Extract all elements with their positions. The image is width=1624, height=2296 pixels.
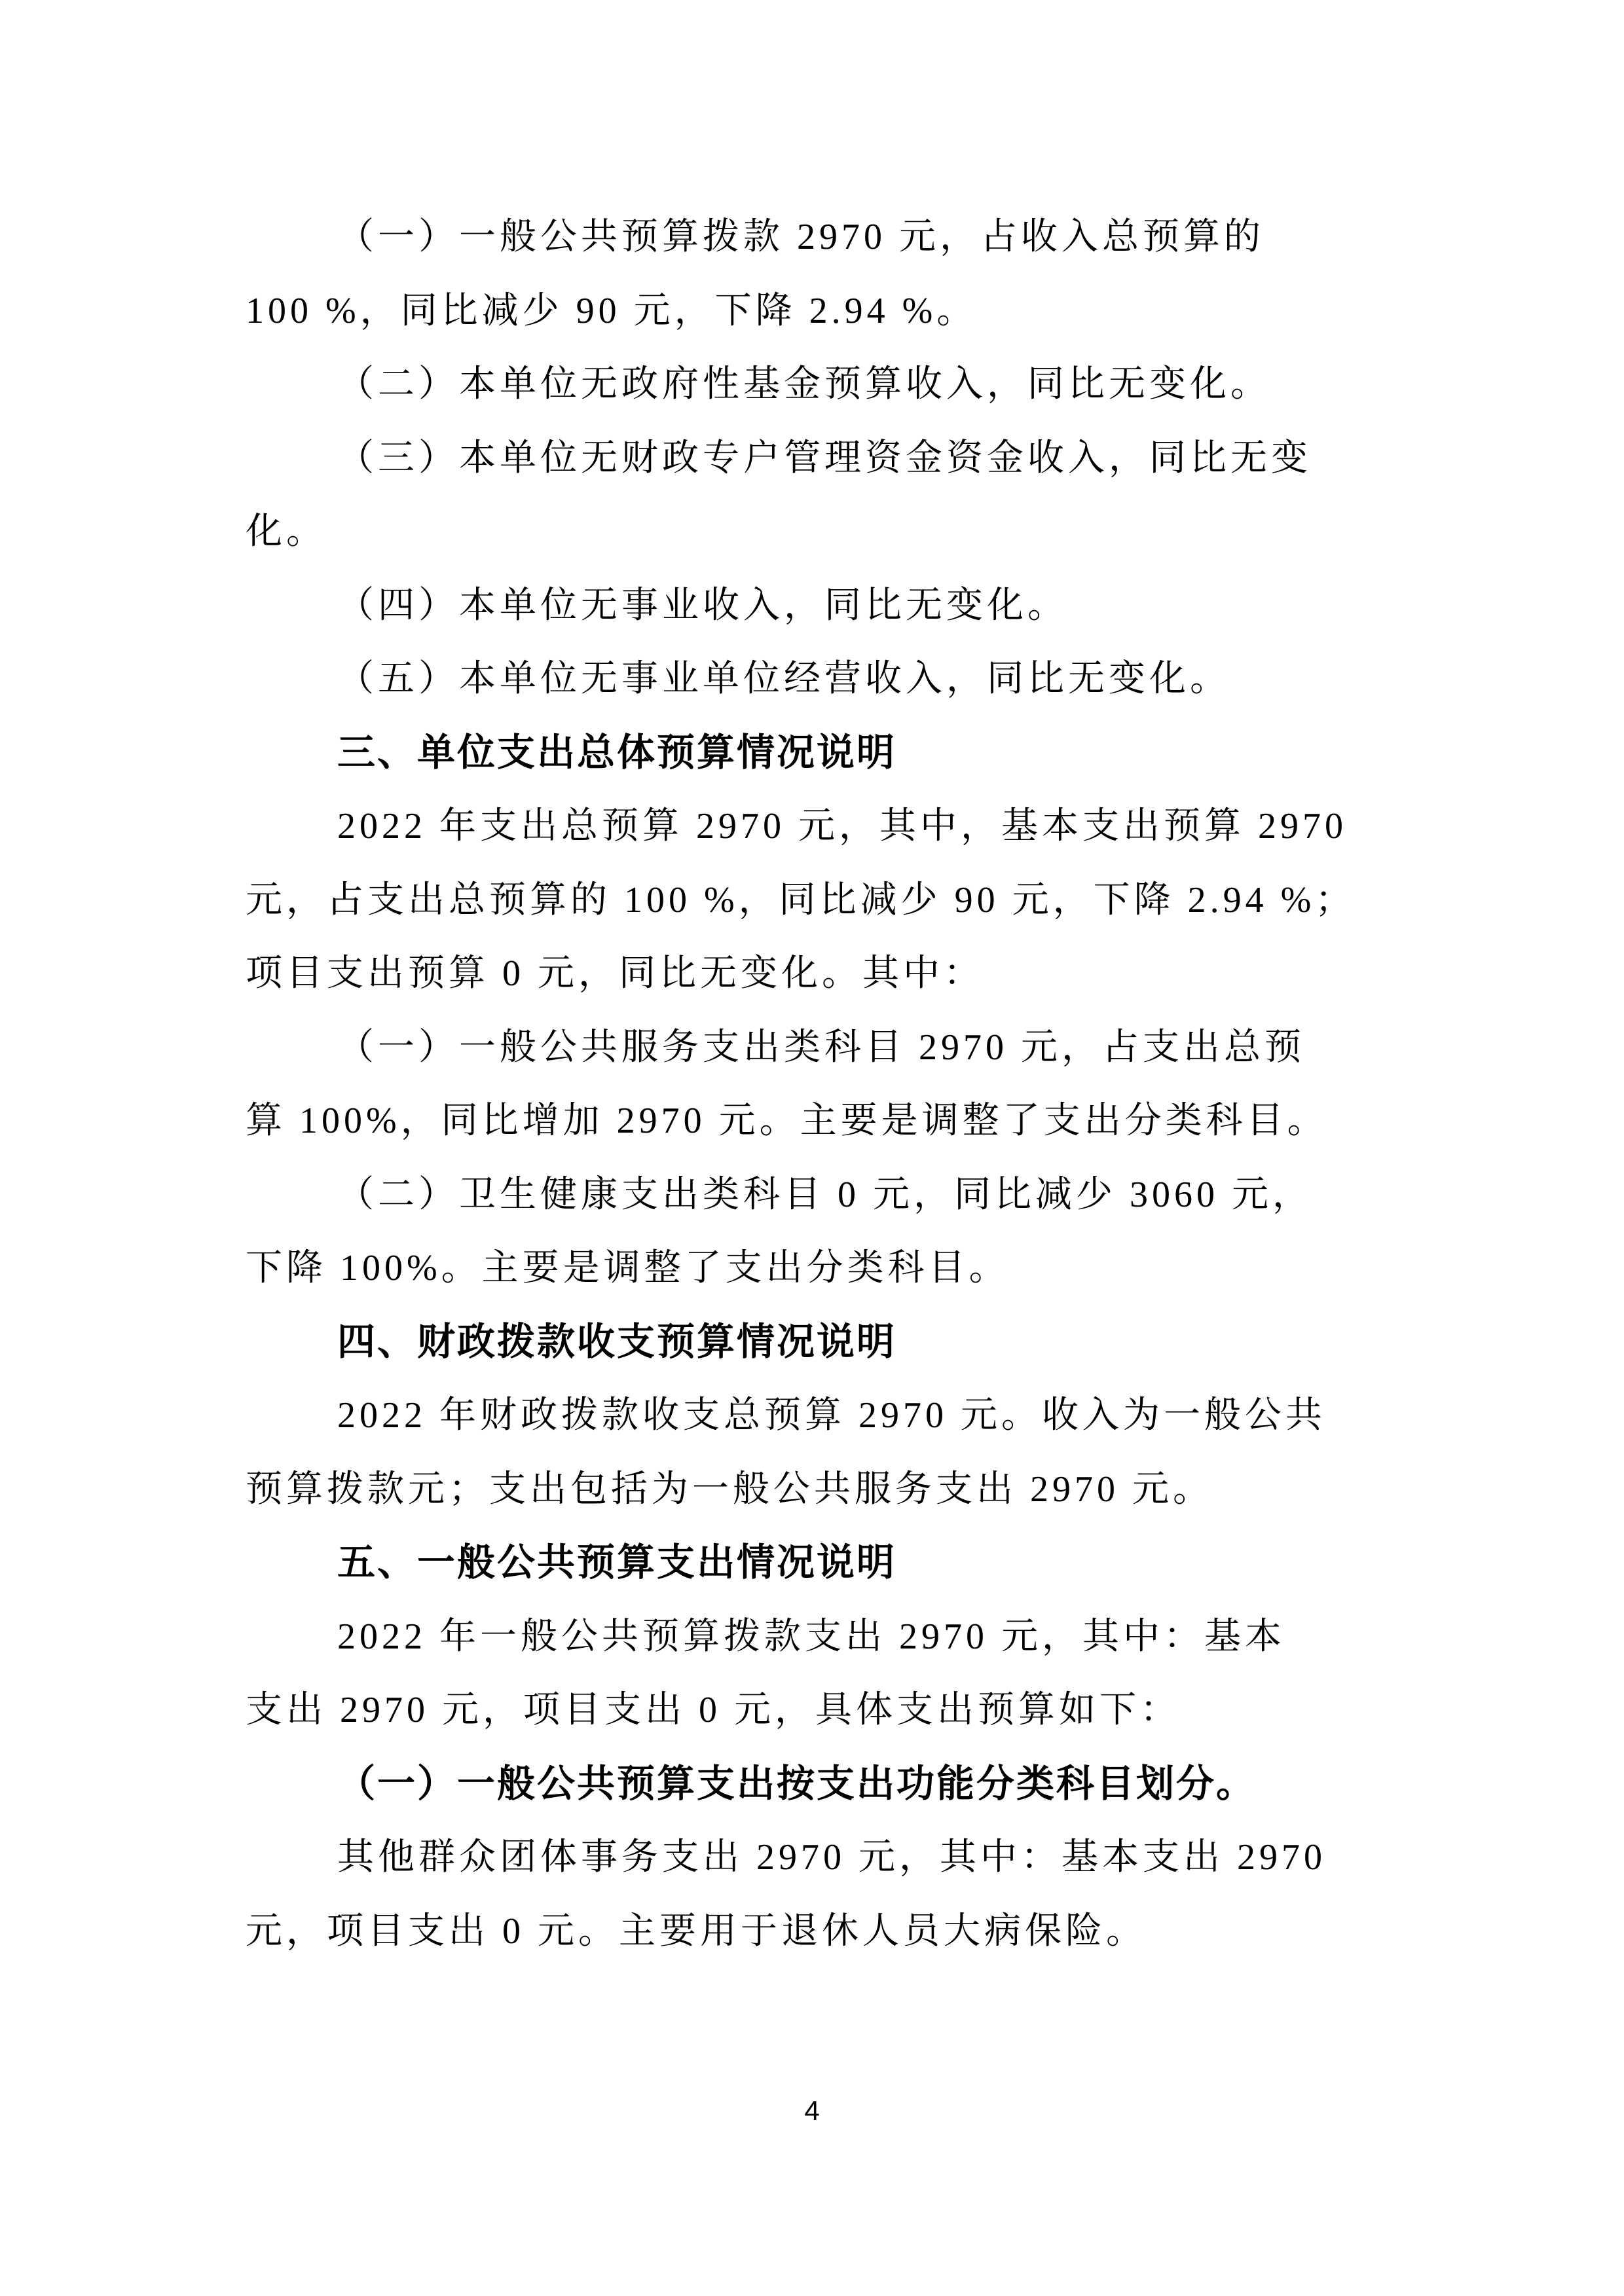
text-line: 其他群众团体事务支出 2970 元，其中：基本支出 2970 — [337, 1837, 1326, 1878]
text-line: 化。 — [246, 511, 327, 552]
document-body — [246, 200, 1378, 1968]
text-line: （五）本单位无事业单位经营收入，同比无变化。 — [337, 659, 1230, 699]
text-line: 支出 2970 元，项目支出 0 元，具体支出预算如下： — [246, 1690, 1181, 1730]
text-line: （二）本单位无政府性基金预算收入，同比无变化。 — [337, 364, 1271, 405]
text-line: 算 100%，同比增加 2970 元。主要是调整了支出分类科目。 — [246, 1101, 1328, 1141]
text-line: 2022 年财政拨款收支总预算 2970 元。收入为一般公共 — [337, 1395, 1326, 1436]
text-line: 2022 年一般公共预算拨款支出 2970 元，其中：基本 — [337, 1616, 1285, 1657]
text-line: 预算拨款元；支出包括为一般公共服务支出 2970 元。 — [246, 1468, 1213, 1510]
text-line: 下降 100%。主要是调整了支出分类科目。 — [246, 1248, 1010, 1288]
text-line: 元，占支出总预算的 100 %，同比减少 90 元，下降 2.94 %； — [246, 879, 1356, 920]
subsection-heading: （一）一般公共预算支出按支出功能分类科目划分。 — [337, 1762, 1257, 1805]
text-line: （三）本单位无财政专户管理资金资金收入，同比无变 — [337, 437, 1312, 479]
section-heading: 五、一般公共预算支出情况说明 — [337, 1541, 897, 1584]
text-line: （二）卫生健康支出类科目 0 元，同比减少 3060 元， — [337, 1174, 1313, 1215]
text-line: 100 %，同比减少 90 元，下降 2.94 %。 — [246, 290, 978, 331]
section-heading: 三、单位支出总体预算情况说明 — [337, 731, 897, 774]
page-number: 4 — [804, 2095, 820, 2126]
text-line: 2022 年支出总预算 2970 元，其中，基本支出预算 2970 — [337, 806, 1347, 847]
section-heading: 四、财政拨款收支预算情况说明 — [337, 1320, 897, 1363]
page-footer — [246, 2092, 1378, 2129]
text-line: （一）一般公共服务支出类科目 2970 元，占支出总预 — [337, 1027, 1305, 1068]
text-line: 项目支出预算 0 元，同比无变化。其中： — [246, 953, 984, 994]
text-line: 元，项目支出 0 元。主要用于退休人员大病保险。 — [246, 1910, 1147, 1952]
text-line: （一）一般公共预算拨款 2970 元，占收入总预算的 — [337, 217, 1264, 257]
text-line: （四）本单位无事业收入，同比无变化。 — [337, 585, 1068, 626]
